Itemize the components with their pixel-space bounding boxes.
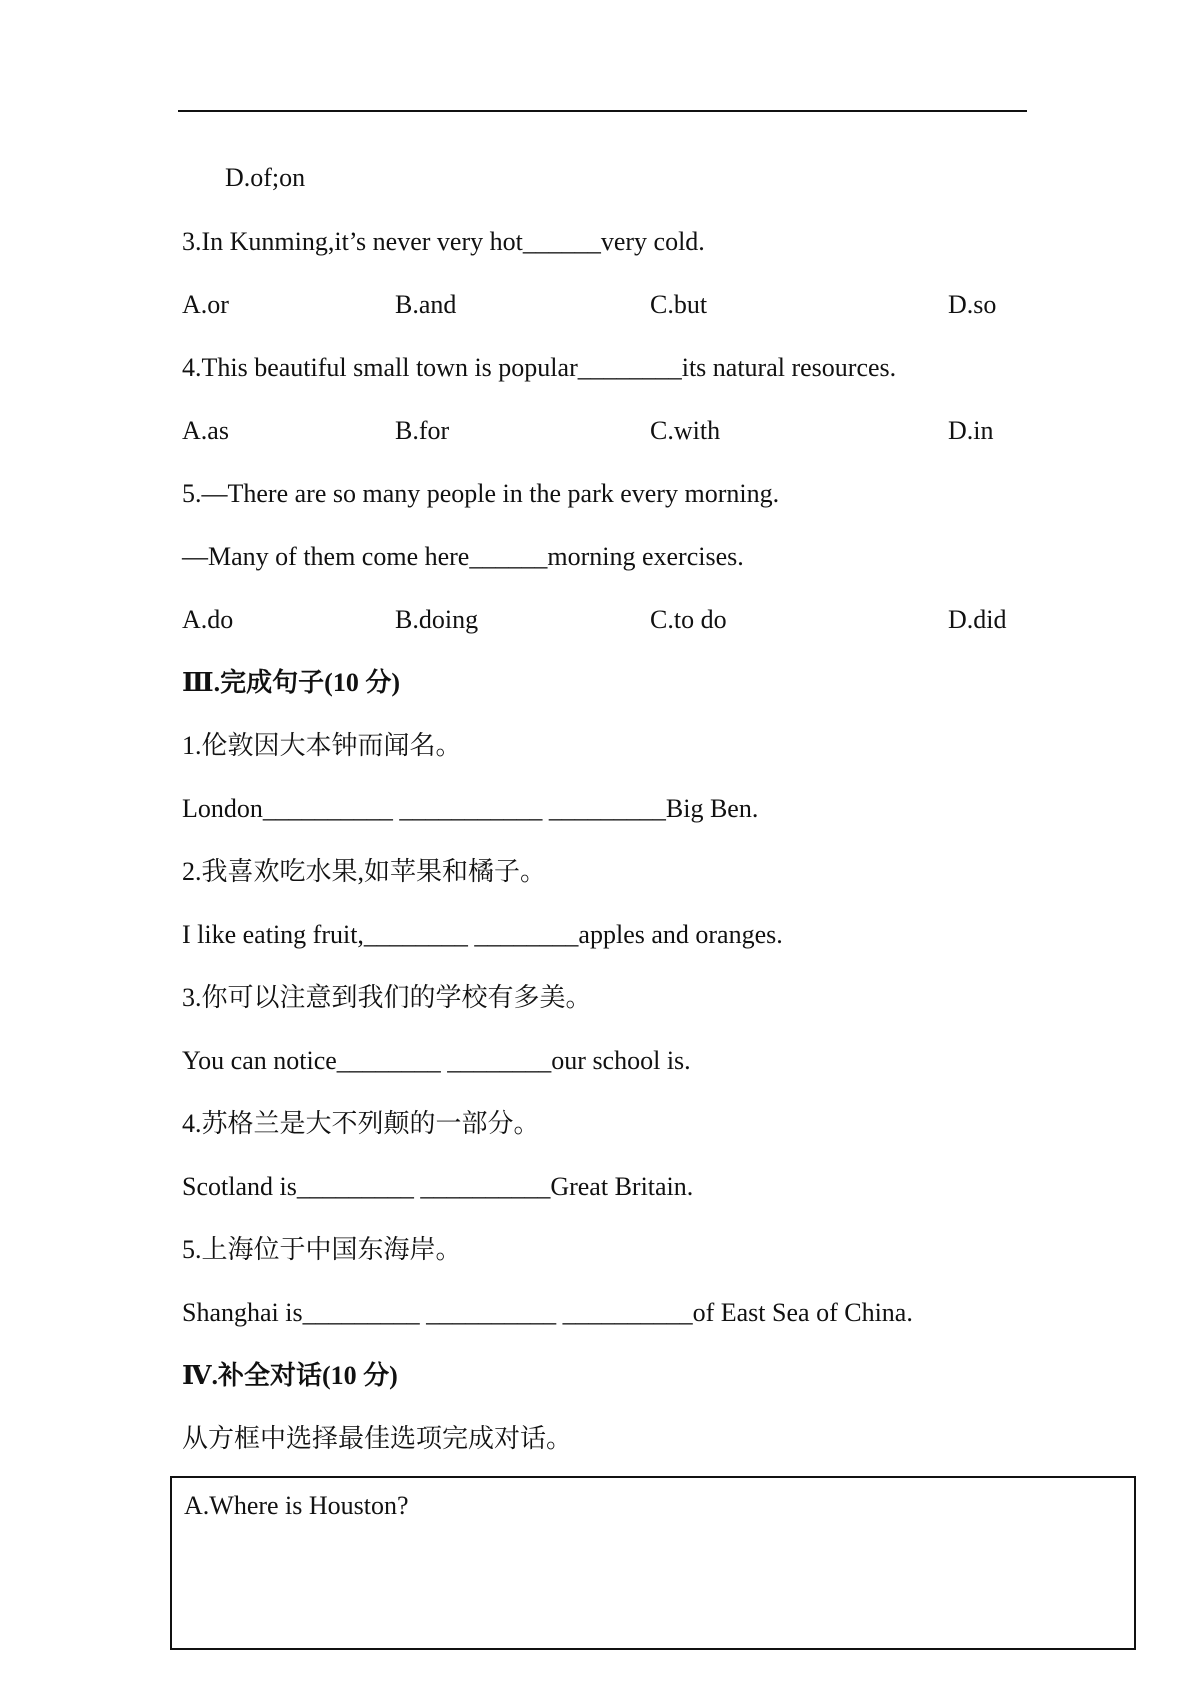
q2-option-d: D.of;on xyxy=(225,163,306,192)
s3-item-4-chinese: 4.苏格兰是大不列颠的一部分。 xyxy=(182,1109,540,1138)
q3-option-d: D.so xyxy=(948,290,997,319)
q3-option-a: A.or xyxy=(182,290,229,319)
section-4-instruction: 从方框中选择最佳选项完成对话。 xyxy=(182,1424,573,1453)
q5-question: 5.—There are so many people in the park every morning. xyxy=(182,479,780,508)
s3-item-2-english: I like eating fruit,________ ________apples and oranges. xyxy=(182,920,783,949)
q5-reply: —Many of them come here______morning exercises. xyxy=(182,542,744,571)
s3-item-5-chinese: 5.上海位于中国东海岸。 xyxy=(182,1235,462,1264)
s3-item-3-english: You can notice________ ________our school is. xyxy=(182,1046,691,1075)
q3-option-b: B.and xyxy=(395,290,457,319)
s3-item-4-english: Scotland is_________ __________Great Britain. xyxy=(182,1172,694,1201)
q5-option-a: A.do xyxy=(182,605,234,634)
s3-item-1-chinese: 1.伦敦因大本钟而闻名。 xyxy=(182,731,462,760)
box-option-a: A.Where is Houston? xyxy=(184,1491,409,1520)
q4-option-d: D.in xyxy=(948,416,994,445)
q4-option-a: A.as xyxy=(182,416,229,445)
s3-item-2-chinese: 2.我喜欢吃水果,如苹果和橘子。 xyxy=(182,857,547,886)
options-box xyxy=(170,1476,1136,1650)
section-3-heading: Ⅲ.完成句子(10 分) xyxy=(182,668,400,697)
section-4-heading: Ⅳ.补全对话(10 分) xyxy=(182,1361,398,1390)
q3-question: 3.In Kunming,it’s never very hot______very cold. xyxy=(182,227,705,256)
s3-item-1-english: London__________ ___________ _________Big Ben. xyxy=(182,794,759,823)
q3-option-c: C.but xyxy=(650,290,708,319)
s3-item-3-chinese: 3.你可以注意到我们的学校有多美。 xyxy=(182,983,592,1012)
s3-item-5-english: Shanghai is_________ __________ __________of East Sea of China. xyxy=(182,1298,913,1327)
q5-option-b: B.doing xyxy=(395,605,479,634)
q5-option-c: C.to do xyxy=(650,605,727,634)
q4-option-c: C.with xyxy=(650,416,721,445)
header-rule xyxy=(178,110,1027,112)
q4-question: 4.This beautiful small town is popular________its natural resources. xyxy=(182,353,897,382)
q5-option-d: D.did xyxy=(948,605,1007,634)
q4-option-b: B.for xyxy=(395,416,450,445)
